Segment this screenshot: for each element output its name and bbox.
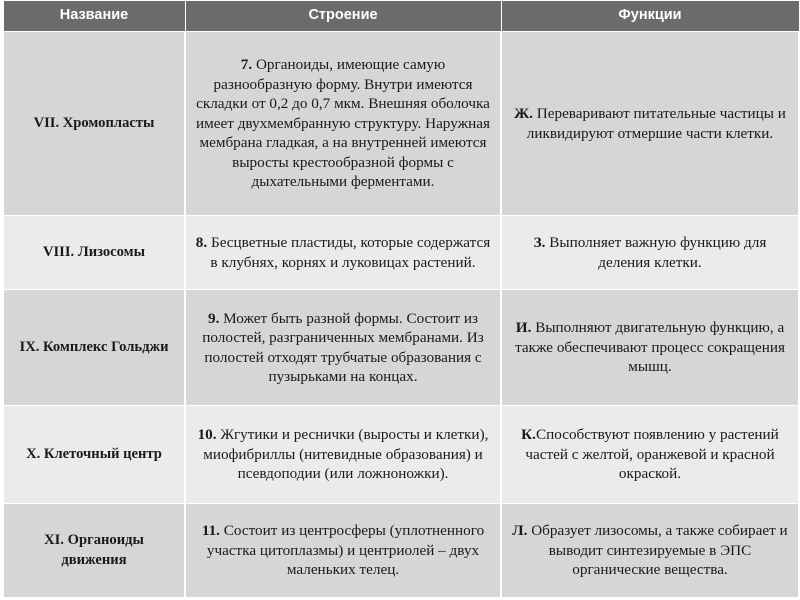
structure-number: 9. [207, 309, 220, 327]
structure-text: Бесцветные пластиды, которые содержатся в клубнях, корнях и луковицах растений. [207, 234, 491, 271]
header-functions: Функции [501, 1, 799, 32]
function-text: Способствуют появлению у растений частей с желтой, оранжевой и красной окраской. [525, 426, 779, 483]
function-cell [501, 504, 799, 598]
function-text: Переваривают питательные частицы и ликвидируют отмершие части клетки. [526, 105, 786, 142]
function-letter: Ж. [514, 105, 533, 122]
organoid-name: X. Клеточный центр [3, 406, 185, 504]
structure-text: Органоиды, имеющие самую разнообразную форму. Внутри имеются складки от 0,2 до 0,7 мкм. Внешняя оболочка имеет двухмембранную структуру. Наружная мембрана гладкая, а на внутренней имеются выросты крестообразной формы с дыхательными ферментами. [196, 56, 490, 191]
function-text: Образует лизосомы, а также собирает и выводит синтезируемые в ЭПС органические вещества. [527, 522, 788, 579]
function-letter: Л. [512, 522, 528, 540]
table-row [3, 406, 799, 504]
function-cell [501, 290, 799, 406]
structure-number: 7. [240, 56, 253, 74]
structure-text: Жгутики и реснички (выросты и клетки), миофибриллы (нитевидные образования) и псевдоподии (или ложноножки). [203, 426, 489, 483]
organoids-table [2, 0, 800, 598]
structure-cell [185, 216, 501, 290]
function-cell [501, 216, 799, 290]
table-row [3, 216, 799, 290]
table-row [3, 290, 799, 406]
structure-cell [185, 504, 501, 598]
organoid-name: VII. Хромопласты [3, 32, 185, 216]
function-cell [501, 406, 799, 504]
table-header-row [3, 1, 799, 32]
function-letter: К. [521, 426, 536, 444]
function-letter: И. [515, 319, 532, 337]
function-cell [501, 32, 799, 216]
structure-cell [185, 406, 501, 504]
table-row [3, 504, 799, 598]
header-name: Название [3, 1, 185, 32]
function-text: Выполняют двигательную функцию, а также обеспечивают процесс сокращения мышц. [515, 319, 785, 376]
organoid-name: IX. Комплекс Гольджи [3, 290, 185, 406]
structure-text: Может быть разной формы. Состоит из полостей, разграниченных мембранами. Из полостей отходят трубчатые образования с пузырьками на концах. [202, 309, 484, 385]
structure-text: Состоит из центросферы (уплотненного участка цитоплазмы) и центриолей – двух маленьких телец. [206, 522, 485, 579]
function-text: Выполняет важную функцию для деления клетки. [545, 234, 767, 271]
organoid-name: VIII. Лизосомы [3, 216, 185, 290]
organoid-name: XI. Органоиды движения [3, 504, 185, 598]
structure-number: 11. [201, 522, 220, 540]
table-row [3, 32, 799, 216]
structure-cell [185, 290, 501, 406]
structure-cell [185, 32, 501, 216]
structure-number: 10. [197, 426, 217, 444]
function-letter: З. [533, 234, 546, 251]
structure-number: 8. [195, 234, 208, 251]
header-structure: Строение [185, 1, 501, 32]
